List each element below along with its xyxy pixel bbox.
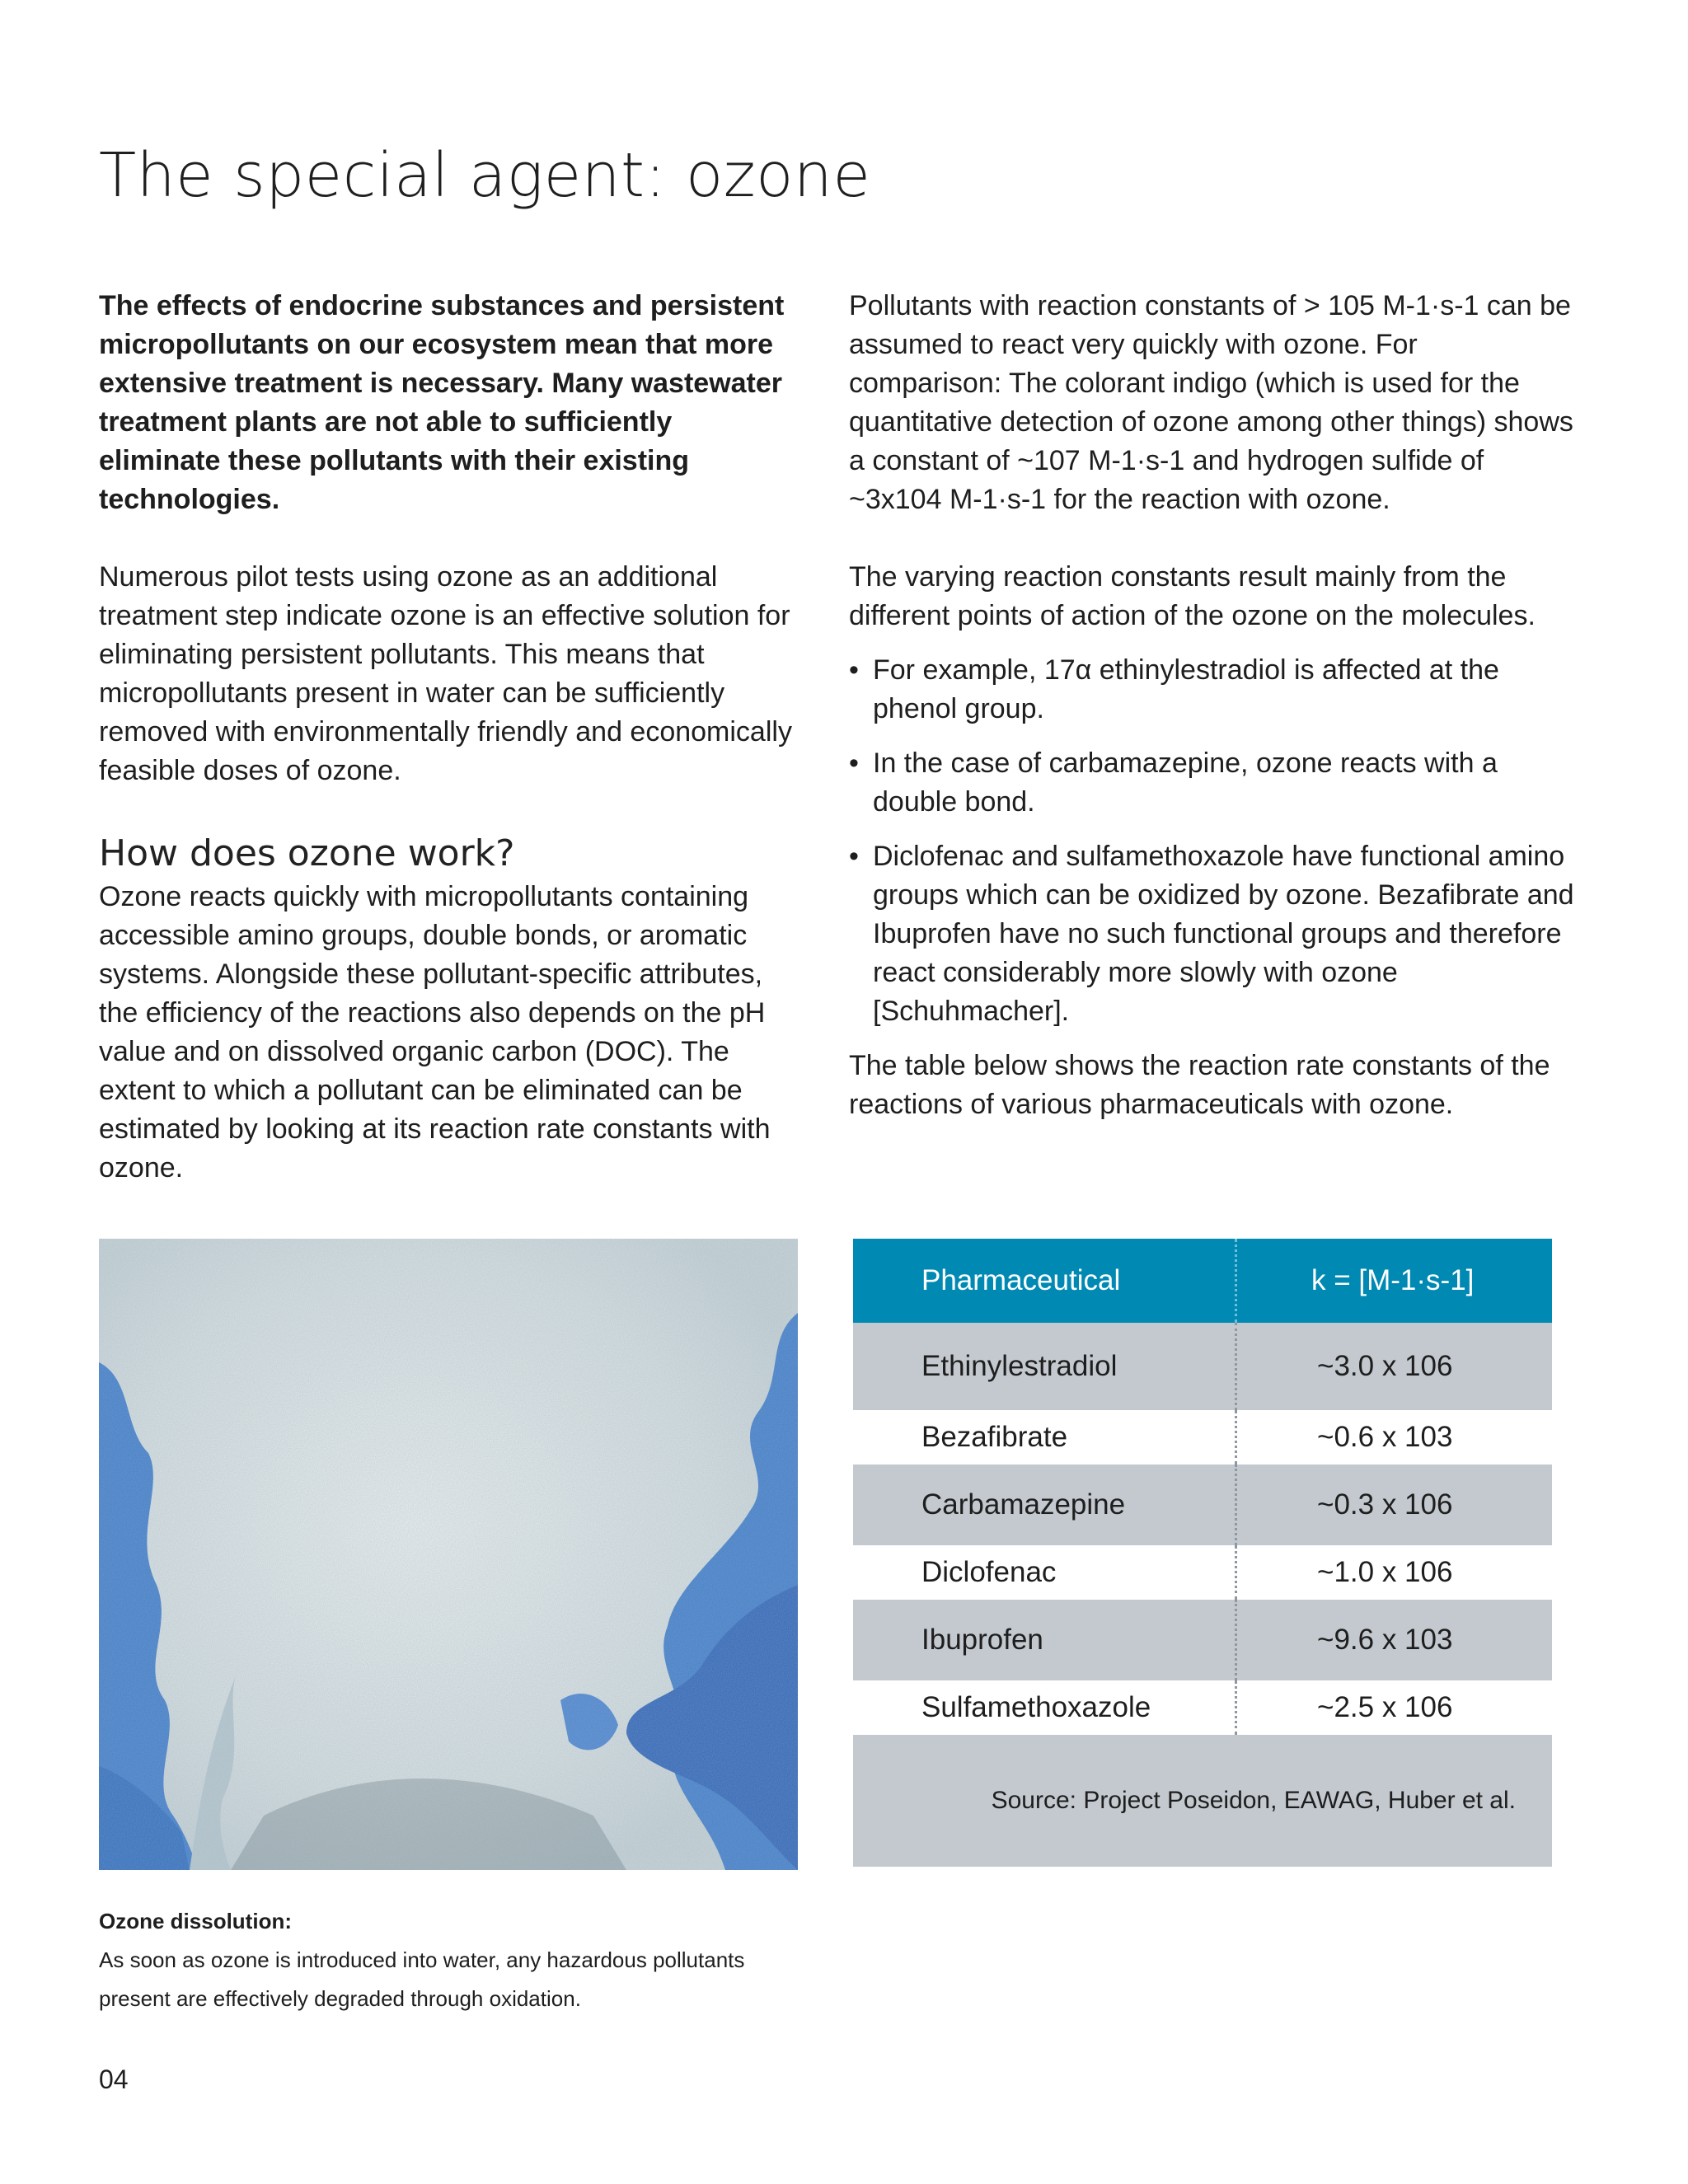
ozone-reaction-paragraph: Ozone reacts quickly with micropollutants containing accessible amino groups, double bonds, or aromatic systems. Alongside these pollutant-specific attributes, the efficiency of the reactions also depends on the pH value and on dissolved organic carbon (DOC). The extent to which a pollutant can be eliminated can be estimated by looking at its reaction rate constants with ozone. bbox=[99, 881, 771, 1183]
column-divider bbox=[1235, 1465, 1237, 1545]
page-title: The special agent: ozone bbox=[99, 140, 871, 211]
rate-constant-value: ~3.0 x 106 bbox=[1317, 1350, 1453, 1382]
caption-title: Ozone dissolution: bbox=[99, 1909, 292, 1933]
caption-text: As soon as ozone is introduced into water, any hazardous pollutants present are effectively degraded through oxidation. bbox=[99, 1947, 745, 2011]
bullet-icon: • bbox=[849, 748, 859, 779]
page-number: 04 bbox=[99, 2064, 129, 2094]
rate-constant-value: ~1.0 x 106 bbox=[1317, 1556, 1453, 1588]
ozone-dissolution-photo bbox=[99, 1239, 798, 1870]
list-item: • For example, 17α ethinylestradiol is affected at the phenol group. bbox=[849, 651, 1574, 729]
section-heading: How does ozone work? bbox=[99, 832, 515, 874]
varying-constants-paragraph: The varying reaction constants result mainly from the different points of action of the ozone on the molecules. bbox=[849, 561, 1536, 631]
pharmaceutical-name: Sulfamethoxazole bbox=[921, 1691, 1151, 1723]
column-divider bbox=[1235, 1545, 1237, 1600]
list-item: • Diclofenac and sulfamethoxazole have functional amino groups which can be oxidized by ozone. Bezafibrate and Ibuprofen have no such functional groups and therefore react considerably more slowly with ozone [Schuhmacher]. bbox=[849, 837, 1574, 1031]
pharmaceutical-name: Ibuprofen bbox=[921, 1624, 1043, 1656]
rate-constant-value: ~2.5 x 106 bbox=[1317, 1691, 1453, 1723]
bullet-icon: • bbox=[849, 654, 859, 686]
right-column bbox=[849, 287, 1574, 1124]
reaction-constants-paragraph: Pollutants with reaction constants of > 105 M-1·s-1 can be assumed to react very quickly with ozone. For comparison: The colorant indigo (which is used for the quantitative detection of ozone among other things) shows a constant of ~107 M-1·s-1 and hydrogen sulfide of ~3x104 M-1·s-1 for the reaction with ozone. bbox=[849, 290, 1573, 515]
rate-constant-value: ~0.3 x 106 bbox=[1317, 1488, 1453, 1521]
pharmaceutical-name: Bezafibrate bbox=[921, 1421, 1068, 1453]
left-column bbox=[99, 287, 799, 1188]
pharmaceutical-name: Carbamazepine bbox=[921, 1488, 1126, 1521]
rate-constant-value: ~9.6 x 103 bbox=[1317, 1624, 1453, 1656]
column-header-rate-constant: k = [M-1·s-1] bbox=[1311, 1264, 1475, 1296]
reaction-rate-table bbox=[853, 1239, 1552, 1867]
table-row bbox=[853, 1545, 1552, 1600]
list-item: • In the case of carbamazepine, ozone reacts with a double bond. bbox=[849, 744, 1574, 822]
bullet-icon: • bbox=[849, 841, 859, 872]
column-divider bbox=[1235, 1600, 1237, 1680]
column-header-pharmaceutical: Pharmaceutical bbox=[921, 1264, 1121, 1296]
bullet-list bbox=[849, 651, 1574, 1031]
table-row bbox=[853, 1323, 1552, 1410]
column-divider bbox=[1235, 1680, 1237, 1735]
column-divider bbox=[1235, 1410, 1237, 1465]
table-row bbox=[853, 1600, 1552, 1680]
rate-constant-value: ~0.6 x 103 bbox=[1317, 1421, 1453, 1453]
table-source: Source: Project Poseidon, EAWAG, Huber et al. bbox=[853, 1735, 1552, 1867]
pharmaceutical-name: Ethinylestradiol bbox=[921, 1350, 1118, 1382]
photo-caption bbox=[99, 1902, 808, 2018]
table-row bbox=[853, 1465, 1552, 1545]
table-header bbox=[853, 1239, 1552, 1323]
foam-image-icon bbox=[99, 1239, 798, 1870]
table-row bbox=[853, 1680, 1552, 1735]
table-row bbox=[853, 1410, 1552, 1465]
column-divider bbox=[1235, 1239, 1237, 1323]
table-intro-paragraph: The table below shows the reaction rate constants of the reactions of various pharmaceuticals with ozone. bbox=[849, 1050, 1550, 1120]
pilot-tests-paragraph: Numerous pilot tests using ozone as an additional treatment step indicate ozone is an effective solution for eliminating persistent pollutants. This means that micropollutants present in water can be sufficiently removed with environmentally friendly and economically feasible doses of ozone. bbox=[99, 561, 792, 786]
column-divider bbox=[1235, 1323, 1237, 1410]
intro-paragraph: The effects of endocrine substances and persistent micropollutants on our ecosystem mean that more extensive treatment is necessary. Many wastewater treatment plants are not able to sufficiently eliminate these pollutants with their existing technologies. bbox=[99, 290, 785, 515]
pharmaceutical-name: Diclofenac bbox=[921, 1556, 1057, 1588]
